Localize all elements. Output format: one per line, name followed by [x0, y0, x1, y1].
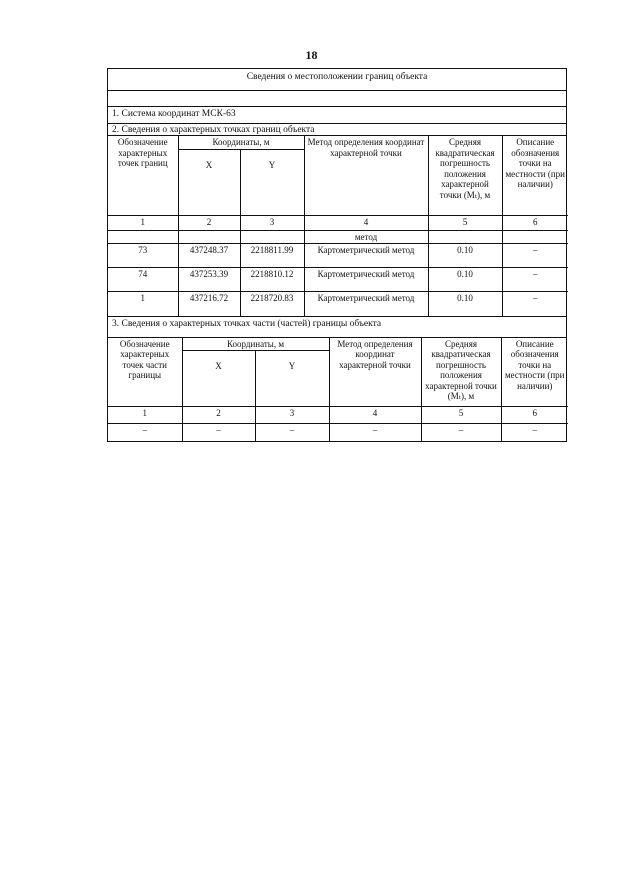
- form-title: Сведения о местоположении границ объекта: [108, 69, 566, 91]
- point-x: 437216.72: [178, 292, 240, 316]
- col-number: 5: [421, 407, 501, 424]
- col-number: 6: [501, 407, 568, 424]
- empty-cell: –: [182, 424, 255, 441]
- point-y: 2218720.83: [240, 292, 304, 316]
- empty-cell: –: [501, 424, 568, 441]
- page-number: 18: [305, 48, 318, 62]
- table-row: [108, 268, 568, 292]
- header-method: Метод определения координат характерной точки: [304, 136, 428, 215]
- header-method: Метод определения координат характерной точки: [329, 338, 421, 407]
- col-number: 4: [304, 215, 428, 230]
- col-number: 4: [329, 407, 421, 424]
- section-1-heading: [108, 91, 566, 107]
- point-description: –: [502, 244, 568, 268]
- point-y: 2218810.12: [240, 268, 304, 292]
- header-y: Y: [255, 351, 329, 407]
- point-x: 437253.39: [178, 268, 240, 292]
- table-row: [108, 424, 568, 441]
- point-number: 1: [108, 292, 178, 316]
- point-description: –: [502, 268, 568, 292]
- header-x: X: [178, 149, 240, 215]
- point-number: 73: [108, 244, 178, 268]
- point-x: 437248.37: [178, 244, 240, 268]
- point-error: 0.10: [428, 244, 502, 268]
- header-description: Описание обозначения точки на местности (при наличии): [501, 338, 568, 407]
- col-number: 3: [240, 215, 304, 230]
- header-y: Y: [240, 149, 304, 215]
- col-number: 3: [255, 407, 329, 424]
- section-2-table: [108, 136, 568, 316]
- header-coordinates: Координаты, м: [182, 338, 329, 351]
- header-x: X: [182, 351, 255, 407]
- point-error: 0.10: [428, 268, 502, 292]
- header-error: Средняя квадратическая погрешность положения характерной точки (Mₜ), м: [428, 136, 502, 215]
- header-description: Описание обозначения точки на местности (при наличии): [502, 136, 568, 215]
- point-description: –: [502, 292, 568, 316]
- point-method: Картометрический метод: [304, 244, 428, 268]
- coordinate-system: 1. Система координат МСК-63: [108, 107, 566, 124]
- section-3-table: [108, 338, 568, 441]
- table-row: [108, 244, 568, 268]
- col-number: 5: [428, 215, 502, 230]
- header-coordinates: Координаты, м: [178, 136, 304, 149]
- method-spill-text: метод: [304, 230, 428, 244]
- section-2-heading: 2. Сведения о характерных точках границ объекта: [108, 124, 566, 136]
- header-designation: Обозначение характерных точек границ: [108, 136, 178, 215]
- col-number: 2: [178, 215, 240, 230]
- col-number: 2: [182, 407, 255, 424]
- empty-cell: –: [329, 424, 421, 441]
- empty-cell: –: [108, 424, 182, 441]
- point-y: 2218811.99: [240, 244, 304, 268]
- col-number: 1: [108, 407, 182, 424]
- table-row: [108, 292, 568, 316]
- empty-cell: –: [421, 424, 501, 441]
- empty-cell: –: [255, 424, 329, 441]
- header-error: Средняя квадратическая погрешность положения характерной точки (Mₜ), м: [421, 338, 501, 407]
- point-method: Картометрический метод: [304, 292, 428, 316]
- boundary-info-form: [107, 68, 567, 442]
- col-number: 6: [502, 215, 568, 230]
- point-error: 0.10: [428, 292, 502, 316]
- point-method: Картометрический метод: [304, 268, 428, 292]
- section-3-heading: 3. Сведения о характерных точках части (частей) границы объекта: [108, 316, 566, 338]
- point-number: 74: [108, 268, 178, 292]
- col-number: 1: [108, 215, 178, 230]
- header-designation: Обозначение характерных точек части границы: [108, 338, 182, 407]
